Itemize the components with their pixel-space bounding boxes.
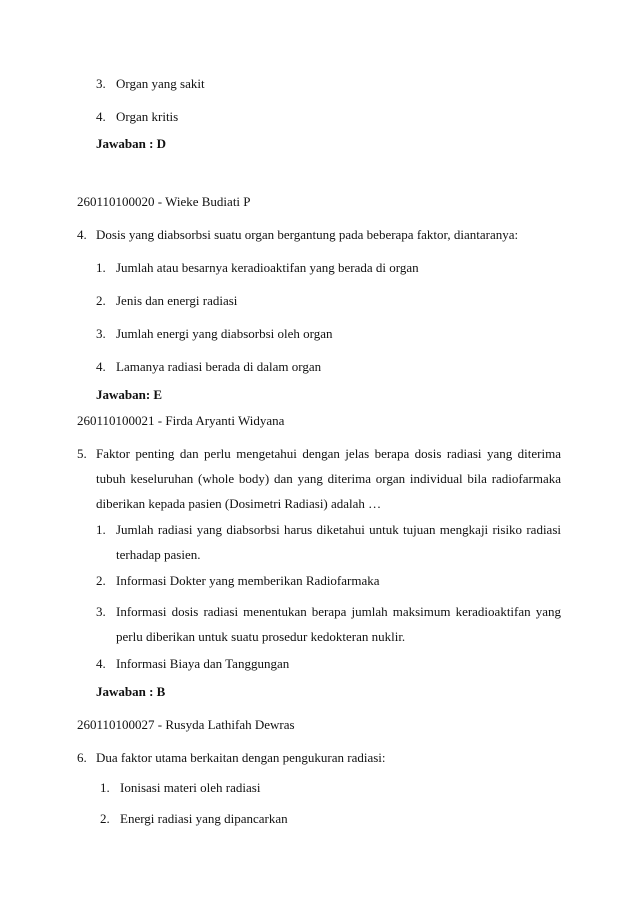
option-text: Jumlah energi yang diabsorbsi oleh organ [116,326,333,341]
list-number: 4. [96,109,106,124]
option-number: 2. [96,293,106,308]
option-number: 3. [96,326,106,341]
option-number: 1. [96,260,106,275]
option-number: 3. [96,604,106,619]
answer-label: Jawaban : D [96,136,167,151]
option-line: Informasi Dokter yang memberikan Radiofarmaka [116,573,380,588]
option-number: 4. [96,359,106,374]
list-text: Organ yang sakit [116,76,205,91]
answer-label: Jawaban: E [96,387,163,402]
option-number: 2. [100,811,110,826]
option-number: 1. [96,522,106,537]
option-text: Energi radiasi yang dipancarkan [120,811,288,826]
question-text: Dosis yang diabsorbsi suatu organ bergantung pada beberapa faktor, diantaranya: [96,227,519,242]
option-text: Jumlah atau besarnya keradioaktifan yang berada di organ [116,260,419,275]
author-line: 260110100021 - Firda Aryanti Widyana [77,413,285,428]
question-text: Dua faktor utama berkaitan dengan pengukuran radiasi: [96,750,386,765]
author-line: 260110100027 - Rusyda Lathifah Dewras [77,717,295,732]
author-line: 260110100020 - Wieke Budiati P [77,194,251,209]
question-number: 6. [77,750,87,765]
option-number: 1. [100,780,110,795]
option-text: Lamanya radiasi berada di dalam organ [116,359,322,374]
answer-label: Jawaban : B [96,684,166,699]
question-line: Faktor penting dan perlu mengetahui dengan jelas berapa dosis radiasi yang diterima [96,446,561,461]
list-text: Organ kritis [116,109,179,124]
option-line: Informasi Biaya dan Tanggungan [116,656,290,671]
option-line: terhadap pasien. [116,547,201,562]
option-text: Jenis dan energi radiasi [116,293,238,308]
option-line: Informasi dosis radiasi menentukan berapa jumlah maksimum keradioaktifan yang [116,604,561,619]
option-line: Jumlah radiasi yang diabsorbsi harus diketahui untuk tujuan mengkaji risiko radiasi [116,522,561,537]
question-line: tubuh keseluruhan (whole body) dan yang diterima organ individual bila radiofarmaka [96,471,561,486]
option-text: Ionisasi materi oleh radiasi [120,780,261,795]
question-number: 4. [77,227,87,242]
question-line: diberikan kepada pasien (Dosimetri Radiasi) adalah … [96,496,382,511]
question-number: 5. [77,446,87,461]
option-number: 2. [96,573,106,588]
option-number: 4. [96,656,106,671]
option-line: perlu diberikan untuk suatu prosedur kedokteran nuklir. [116,629,406,644]
list-number: 3. [96,76,106,91]
